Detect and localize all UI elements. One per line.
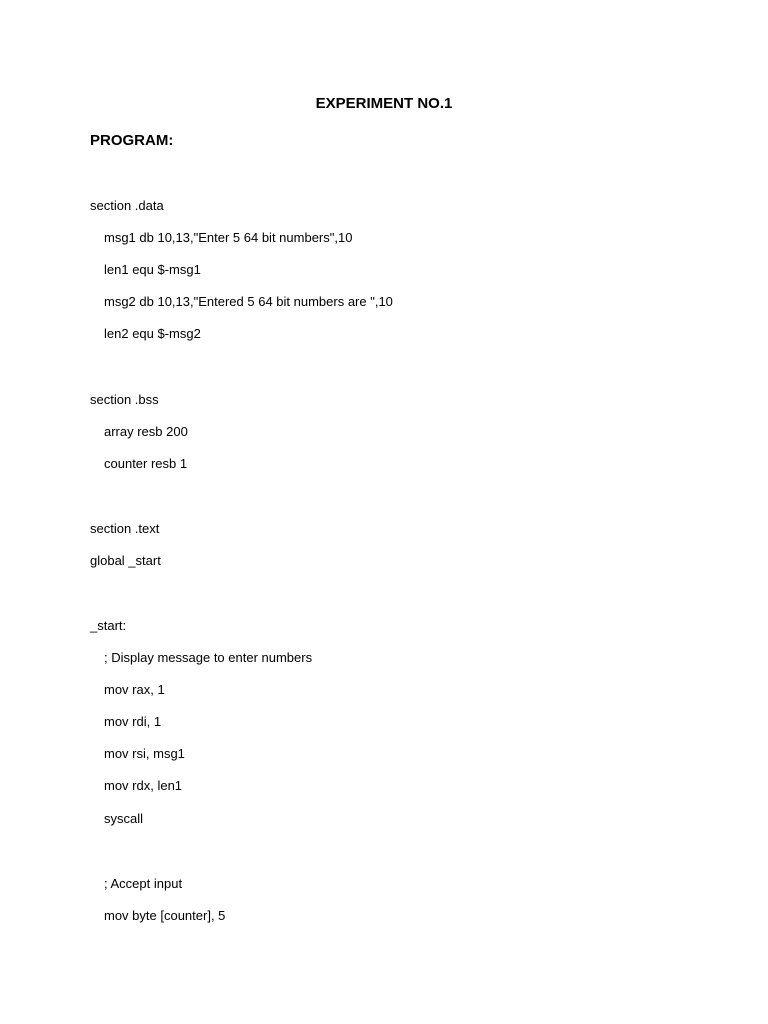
code-line-mov-rdi: mov rdi, 1 — [104, 714, 162, 729]
code-line-msg2: msg2 db 10,13,"Entered 5 64 bit numbers are ",10 — [104, 294, 393, 309]
code-line-section-text: section .text — [90, 521, 160, 536]
code-line-mov-counter: mov byte [counter], 5 — [104, 908, 226, 923]
code-line-syscall: syscall — [104, 811, 144, 826]
code-line-section-data: section .data — [90, 198, 164, 213]
code-line-array: array resb 200 — [104, 424, 188, 439]
experiment-title: EXPERIMENT NO.1 — [315, 95, 453, 112]
code-line-mov-rsi: mov rsi, msg1 — [104, 746, 185, 761]
code-line-mov-rdx: mov rdx, len1 — [104, 778, 183, 793]
code-line-len2: len2 equ $-msg2 — [104, 326, 201, 341]
code-line-start-label: _start: — [90, 618, 127, 633]
code-line-comment-display: ; Display message to enter numbers — [104, 650, 313, 665]
code-line-len1: len1 equ $-msg1 — [104, 262, 201, 277]
code-line-comment-accept: ; Accept input — [104, 876, 183, 891]
program-heading: PROGRAM: — [90, 132, 174, 149]
code-line-section-bss: section .bss — [90, 392, 159, 407]
code-line-global-start: global _start — [90, 553, 161, 568]
code-line-mov-rax: mov rax, 1 — [104, 682, 165, 697]
code-line-counter: counter resb 1 — [104, 456, 188, 471]
code-line-msg1: msg1 db 10,13,"Enter 5 64 bit numbers",10 — [104, 230, 353, 245]
